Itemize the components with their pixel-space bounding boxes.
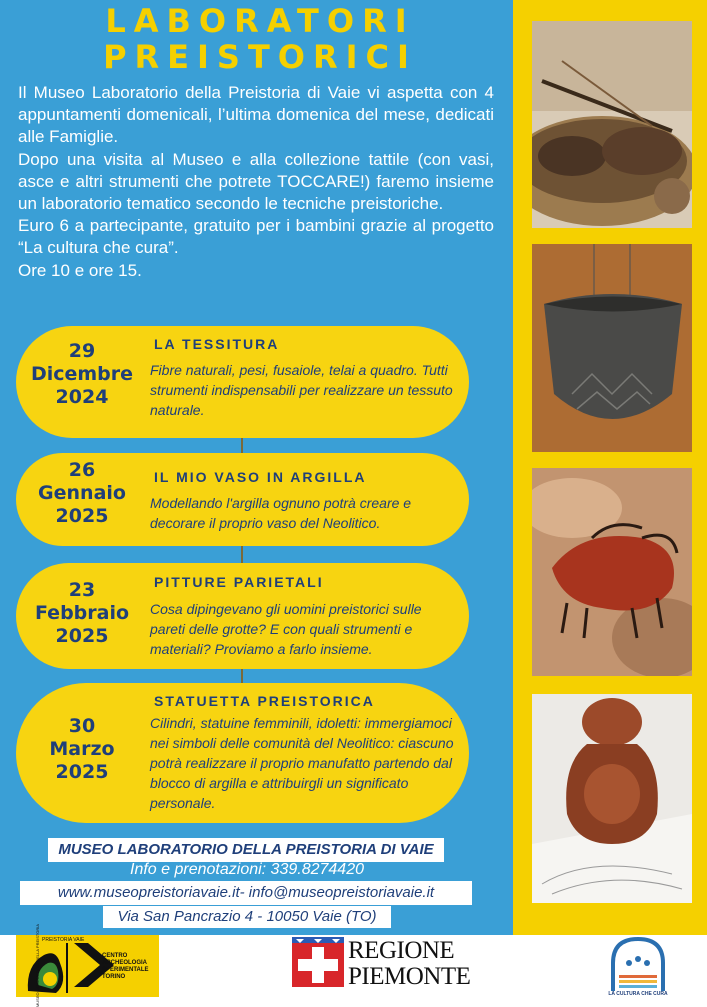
event-month: Gennaio <box>38 482 126 504</box>
event-title: IL MIO VASO IN ARGILLA <box>154 469 367 485</box>
intro-paragraph: Ore 10 e ore 15. <box>18 260 142 280</box>
intro-text <box>18 82 494 282</box>
cae-line: CENTRO <box>102 953 128 959</box>
cae-line: TORINO <box>102 974 126 980</box>
event-card <box>16 563 469 669</box>
event-date <box>16 340 148 409</box>
clay-pot-photo <box>532 244 692 452</box>
cave-painting-photo <box>532 468 692 676</box>
regione-line1: REGIONE <box>348 937 455 964</box>
regione-piemonte-logo <box>292 937 482 995</box>
page-title-line1: LABORATORI <box>105 2 415 40</box>
event-date <box>16 715 148 784</box>
museum-small-top-label: PREISTORIA VAIE <box>42 937 85 943</box>
event-date <box>16 459 148 528</box>
event-date <box>16 579 148 648</box>
event-month: Dicembre <box>30 363 134 385</box>
intro-paragraph: Il Museo Laboratorio della Preistoria di Vaie vi aspetta con 4 appuntamenti domenicali, l’ultima domenica del mese, dedicati alle Famiglie. <box>18 83 494 147</box>
event-card <box>16 326 469 438</box>
event-year: 2025 <box>55 625 109 647</box>
event-day: 26 <box>68 459 96 481</box>
cae-text <box>102 953 149 981</box>
event-title: STATUETTA PREISTORICA <box>154 693 375 709</box>
event-title: PITTURE PARIETALI <box>154 574 324 590</box>
event-day: 29 <box>68 340 96 362</box>
event-description: Modellando l'argilla ognuno potrà creare e decorare il proprio vaso del Neolitico. <box>150 495 412 531</box>
regione-line2: PIEMONTE <box>348 963 471 990</box>
event-year: 2024 <box>55 386 109 408</box>
info-phone: Info e prenotazioni: 339.8274420 <box>130 861 364 878</box>
event-description: Fibre naturali, pesi, fusaiole, telai a quadro. Tutti strumenti indispensabili per realizzare un tessuto naturale. <box>150 362 453 418</box>
statuette-photo <box>532 694 692 903</box>
event-title: LA TESSITURA <box>154 336 280 352</box>
museum-small-vertical-label: MUSEO LABORATORIO DELLA PREISTORIA <box>35 923 41 1007</box>
cultura-che-cura-logo <box>607 935 669 999</box>
museum-cae-logo <box>16 923 159 1007</box>
event-card <box>16 453 469 546</box>
event-description: Cilindri, statuine femminili, idoletti: immergiamoci nei simboli delle comunità del Neolitico: ciascuno potrà realizzare il proprio manufatto partendo dal blocco di argilla e attribuirgli un significato personale. <box>150 715 454 811</box>
arch-icon <box>607 935 669 991</box>
intro-paragraph: Dopo una visita al Museo e alla collezione tattile (con vasi, asce e altri strumenti che potrete TOCCARE!) faremo insieme un laboratorio tematico secondo le tecniche preistoriche. <box>18 149 494 214</box>
address: Via San Pancrazio 4 - 10050 Vaie (TO) <box>103 906 391 928</box>
cae-line: SPERIMENTALE <box>102 967 149 973</box>
museum-name: MUSEO LABORATORIO DELLA PREISTORIA DI VAIE <box>48 838 444 862</box>
cae-line: ARCHEOLOGIA <box>102 960 147 966</box>
event-year: 2025 <box>55 761 109 783</box>
event-day: 30 <box>68 715 96 737</box>
event-card <box>16 683 469 823</box>
event-year: 2025 <box>55 505 109 527</box>
event-description: Cosa dipingevano gli uomini preistorici sulle pareti delle grotte? E con quali strumenti e materiali? Proviamo a farlo insieme. <box>150 601 422 657</box>
page-title-line2: PREISTORICI <box>103 38 417 76</box>
intro-paragraph: Euro 6 a partecipante, gratuito per i bambini grazie al progetto “La cultura che cura”. <box>18 216 494 258</box>
event-day: 23 <box>68 579 96 601</box>
cultura-label: LA CULTURA CHE CURA <box>608 991 668 997</box>
regione-shield-icon <box>292 937 344 993</box>
event-month: Marzo <box>49 738 115 760</box>
weaving-photo <box>532 21 692 228</box>
logos-row <box>0 923 707 1007</box>
website-email[interactable]: www.museopreistoriavaie.it- info@museopreistoriavaie.it <box>20 881 472 905</box>
event-month: Febbraio <box>34 602 130 624</box>
